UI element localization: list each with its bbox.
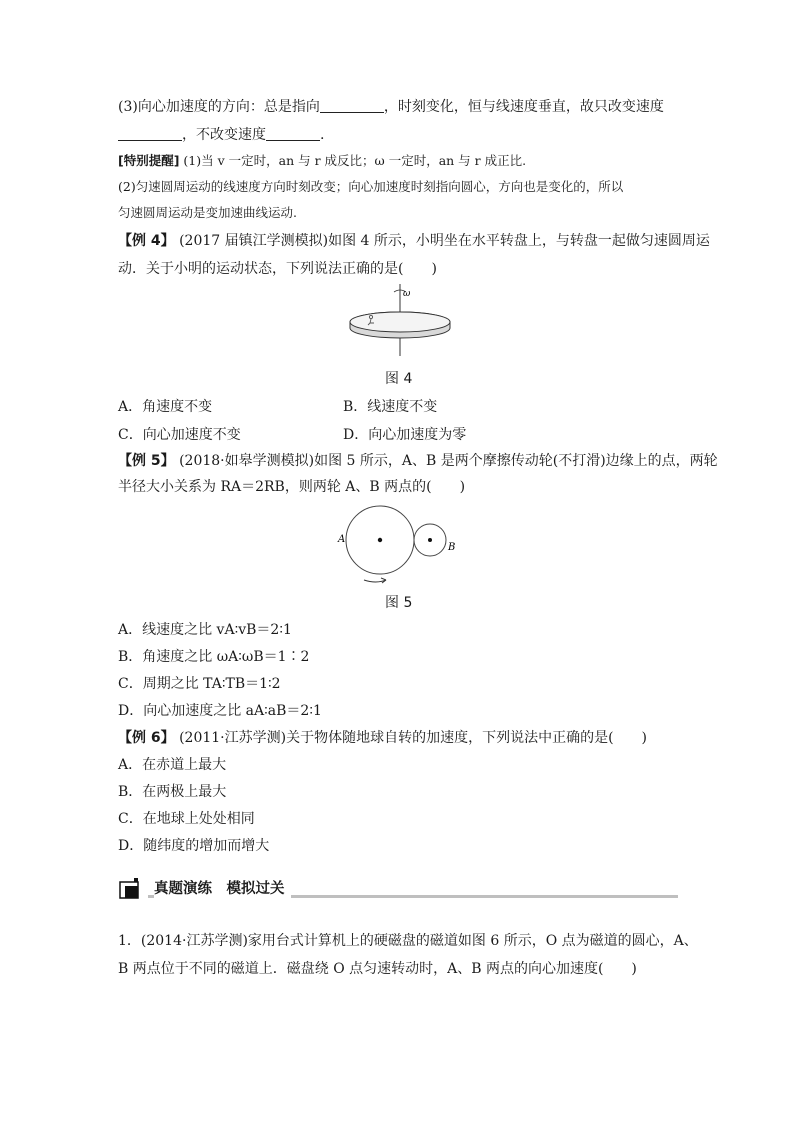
ex4-option-d: D．向心加速度为零: [343, 427, 467, 443]
ex5-option-b: B．角速度之比 ωA∶ωB＝1∶2: [118, 649, 310, 665]
section-title: 真题演练 模拟过关: [154, 877, 291, 898]
p3-line2: [118, 124, 324, 146]
q1-line1: 1．(2014·江苏学测)家用台式计算机上的硬磁盘的磁道如图 6 所示，O 点为磁道的圆心，A、: [118, 933, 698, 949]
section-square-icon: [118, 876, 146, 900]
omega-symbol: ω: [403, 289, 411, 299]
p3-text: (3)向心加速度的方向：总是指向: [118, 99, 320, 115]
example-tag: 【例 5】: [118, 453, 175, 469]
answer-blank: [320, 98, 384, 113]
ex5-option-d: D．向心加速度之比 aA∶aB＝2∶1: [118, 703, 322, 719]
wheel-b-label: B: [448, 542, 456, 553]
ex4-option-c: C．向心加速度不变: [118, 427, 241, 443]
ex6-option-b: B．在两极上最大: [118, 784, 227, 800]
ex6-option-a: A．在赤道上最大: [118, 757, 227, 773]
figure-4-turntable: [340, 282, 460, 362]
ex6-option-d: D．随纬度的增加而增大: [118, 838, 270, 854]
example-tag: 【例 4】: [118, 233, 175, 249]
example-tag: 【例 6】: [118, 730, 175, 746]
ex4-option-a: A．角速度不变: [118, 399, 213, 415]
p3-text: ，不改变速度: [182, 127, 266, 143]
ex4-line2: 动．关于小明的运动状态，下列说法正确的是( ): [118, 261, 437, 277]
figure-5-caption: 图 5: [385, 595, 413, 611]
ex6-line1: [118, 727, 647, 749]
ex5-line2: 半径大小关系为 RA＝2RB，则两轮 A、B 两点的( ): [118, 479, 466, 495]
ex5-option-c: C．周期之比 TA∶TB＝1∶2: [118, 676, 281, 692]
answer-blank: [266, 126, 320, 141]
wheel-a-label: A: [338, 534, 346, 545]
rotation-arrow-icon: [364, 580, 386, 582]
ex5-option-a: A．线速度之比 vA∶vB＝2∶1: [118, 622, 292, 638]
ex5-text: (2018·如皋学测模拟)如图 5 所示，A、B 是两个摩擦传动轮(不打滑)边缘上的点，两轮: [174, 453, 718, 469]
answer-blank: [118, 126, 182, 141]
note-line3: 匀速圆周运动是变加速曲线运动.: [118, 205, 297, 220]
p3-text: ，时刻变化，恒与线速度垂直，故只改变速度: [383, 99, 664, 115]
ex4-text: (2017 届镇江学测模拟)如图 4 所示，小明坐在水平转盘上，与转盘一起做匀速圆周运: [174, 233, 710, 249]
ex4-line1: [118, 230, 710, 252]
note-text: (1)当 v 一定时，an 与 r 成反比；ω 一定时，an 与 r 成正比.: [179, 153, 527, 168]
ex6-text: (2011·江苏学测)关于物体随地球自转的加速度，下列说法中正确的是( ): [174, 730, 648, 746]
p3-line1: [118, 96, 664, 118]
q1-line2: B 两点位于不同的磁道上．磁盘绕 O 点匀速转动时，A、B 两点的向心加速度( ): [118, 961, 637, 977]
ex6-option-c: C．在地球上处处相同: [118, 811, 255, 827]
figure-4-caption: 图 4: [385, 371, 413, 387]
p3-text: .: [320, 127, 325, 143]
note-line2: (2)匀速圆周运动的线速度方向时刻改变；向心加速度时刻指向圆心，方向也是变化的，所以: [118, 179, 624, 194]
ex4-option-b: B．线速度不变: [343, 399, 438, 415]
note-tag: [特别提醒]: [118, 153, 180, 168]
section-heading: [118, 876, 678, 900]
figure-5-friction-wheels: [334, 502, 464, 586]
ex5-line1: [118, 450, 718, 472]
note-line1: [118, 150, 526, 172]
